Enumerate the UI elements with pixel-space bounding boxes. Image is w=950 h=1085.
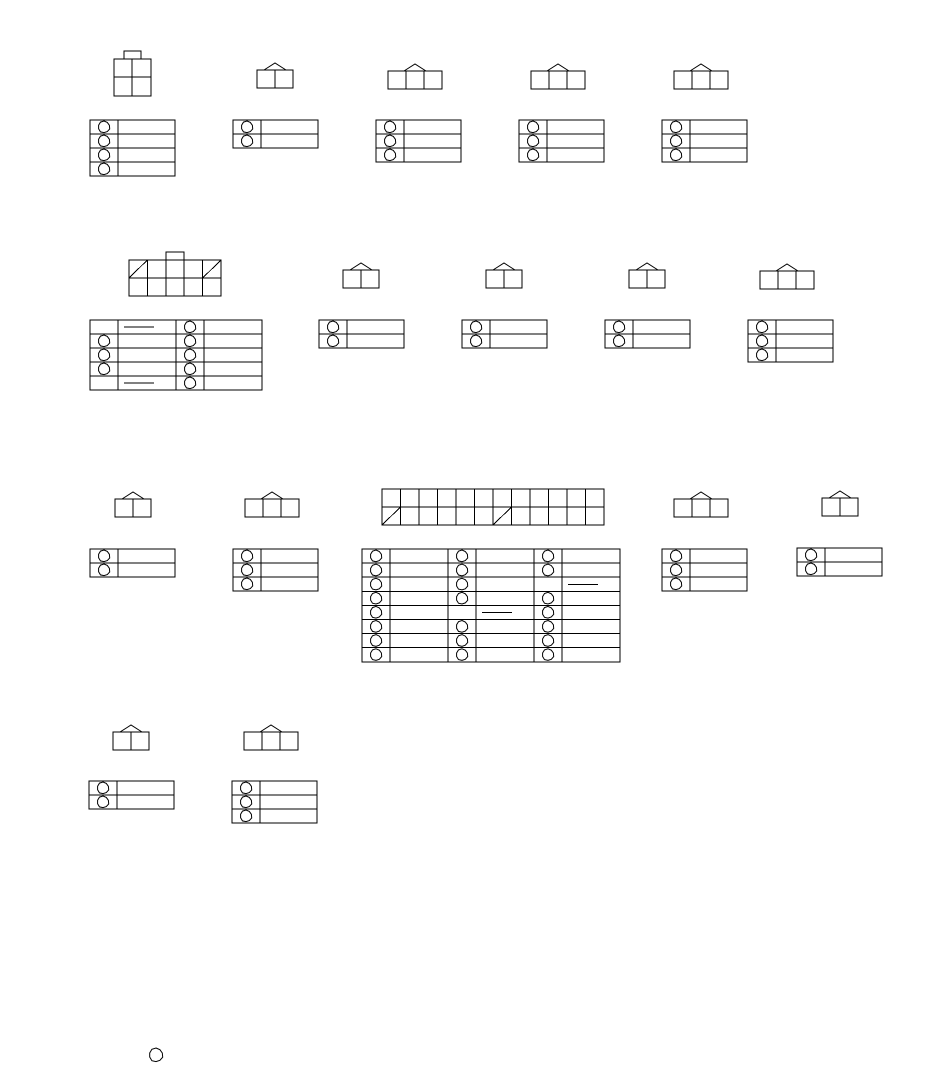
connector-face-C13 [382, 489, 604, 525]
connector-face-C3 [388, 64, 442, 89]
latch-icon [261, 492, 283, 499]
housing-outline [531, 71, 585, 89]
pin-table-C12 [233, 549, 318, 591]
pin-circle-icon [371, 649, 382, 661]
pin-table-C16 [89, 781, 174, 809]
pin-circle-icon [99, 121, 110, 133]
connector-faces [113, 51, 858, 750]
connector-face-C7 [343, 263, 379, 288]
pin-circle-icon [371, 606, 382, 618]
pin-circle-icon [457, 649, 468, 661]
connector-face-C4 [531, 64, 585, 89]
pin-circle-icon [241, 810, 252, 822]
pin-circle-icon [528, 121, 539, 133]
pin-circle-icon [99, 135, 110, 147]
connector-face-C5 [674, 64, 728, 89]
pin-circle-icon [371, 578, 382, 590]
pin-circle-icon [99, 550, 110, 562]
pin-circle-icon [457, 564, 468, 576]
blanked-cavity [493, 507, 512, 525]
connector-face-C1 [114, 51, 151, 96]
pin-circle-icon [99, 149, 110, 161]
pin-table-C7 [319, 320, 404, 348]
pin-table-C3 [376, 120, 461, 162]
pin-table-C15 [797, 548, 882, 576]
latch-icon [829, 491, 851, 498]
pin-circle-icon [385, 149, 396, 161]
pin-circle-icon [185, 349, 196, 361]
connector-face-C15 [822, 491, 858, 516]
pin-circle-icon [241, 782, 252, 794]
pin-circle-icon [371, 550, 382, 562]
pin-circle-icon [757, 321, 768, 333]
pin-table-C11 [90, 549, 175, 577]
latch-icon [690, 492, 712, 499]
connector-face-C17 [244, 725, 298, 750]
table-outline [519, 120, 604, 162]
latch-icon [166, 252, 184, 260]
blanked-cavity [129, 260, 147, 278]
pin-circle-icon [99, 363, 110, 375]
pin-circle-icon [328, 335, 339, 347]
connector-face-C2 [257, 63, 293, 88]
pin-table-C8 [462, 320, 547, 348]
pin-table-C6 [90, 320, 262, 390]
pin-circle-icon [457, 550, 468, 562]
housing-outline [245, 499, 299, 517]
housing-outline [674, 499, 728, 517]
pin-circle-icon [150, 1048, 163, 1062]
pin-table-C9 [605, 320, 690, 348]
pin-circle-icon [528, 135, 539, 147]
pin-circle-icon [241, 796, 252, 808]
pin-table-C4 [519, 120, 604, 162]
housing-outline [674, 71, 728, 89]
pin-circle-icon [242, 578, 253, 590]
blanked-cavity [382, 507, 401, 525]
pin-table-C10 [748, 320, 833, 362]
pin-circle-icon [543, 592, 554, 604]
latch-icon [260, 725, 282, 732]
pin-circle-icon [185, 377, 196, 389]
pin-circle-icon [457, 621, 468, 633]
pin-circle-icon [543, 606, 554, 618]
pin-circle-icon [371, 635, 382, 647]
pin-circle-icon [671, 135, 682, 147]
pin-table-C2 [233, 120, 318, 148]
legend [150, 1048, 163, 1062]
latch-icon [776, 264, 798, 271]
pin-circle-icon [543, 550, 554, 562]
pin-circle-icon [471, 321, 482, 333]
pin-circle-icon [242, 550, 253, 562]
pin-circle-icon [98, 782, 109, 794]
pin-circle-icon [543, 564, 554, 576]
pin-circle-icon [757, 349, 768, 361]
pin-circle-icon [371, 592, 382, 604]
latch-icon [122, 492, 144, 499]
pin-circle-icon [471, 335, 482, 347]
pin-tables [89, 120, 882, 823]
connector-face-C16 [113, 725, 149, 750]
latch-icon [493, 263, 515, 270]
pin-circle-icon [671, 564, 682, 576]
latch-icon [124, 51, 141, 59]
connector-face-C12 [245, 492, 299, 517]
connector-face-C8 [486, 263, 522, 288]
pin-circle-icon [99, 349, 110, 361]
pin-circle-icon [185, 321, 196, 333]
latch-icon [350, 263, 372, 270]
pin-circle-icon [457, 592, 468, 604]
pin-circle-icon [242, 135, 253, 147]
pin-circle-icon [528, 149, 539, 161]
pin-circle-icon [614, 335, 625, 347]
pin-circle-icon [185, 335, 196, 347]
pin-circle-icon [371, 564, 382, 576]
pin-table-C14 [662, 549, 747, 591]
latch-icon [120, 725, 142, 732]
connector-face-C11 [115, 492, 151, 517]
table-outline [662, 549, 747, 591]
pin-circle-icon [457, 578, 468, 590]
connector-face-C10 [760, 264, 814, 289]
pin-table-C13 [362, 549, 620, 662]
pin-circle-icon [242, 121, 253, 133]
pin-circle-icon [98, 796, 109, 808]
connector-face-C9 [629, 263, 665, 288]
table-outline [232, 781, 317, 823]
pin-circle-icon [671, 121, 682, 133]
pin-table-C5 [662, 120, 747, 162]
pin-circle-icon [671, 149, 682, 161]
pin-circle-icon [806, 549, 817, 561]
pin-circle-icon [614, 321, 625, 333]
table-outline [233, 549, 318, 591]
latch-icon [264, 63, 286, 70]
housing-outline [388, 71, 442, 89]
pin-circle-icon [671, 578, 682, 590]
pin-circle-icon [543, 649, 554, 661]
pin-circle-icon [185, 363, 196, 375]
pin-table-C1 [90, 120, 175, 176]
pin-circle-icon [242, 564, 253, 576]
pin-circle-icon [328, 321, 339, 333]
pin-table-C17 [232, 781, 317, 823]
blanked-cavity [203, 260, 221, 278]
pin-circle-icon [99, 564, 110, 576]
table-outline [662, 120, 747, 162]
pin-circle-icon [385, 121, 396, 133]
pin-circle-icon [543, 621, 554, 633]
pin-circle-icon [543, 635, 554, 647]
housing-outline [244, 732, 298, 750]
latch-icon [404, 64, 426, 71]
pin-circle-icon [806, 563, 817, 575]
pin-circle-icon [757, 335, 768, 347]
pin-circle-icon [99, 163, 110, 175]
latch-icon [636, 263, 658, 270]
table-outline [748, 320, 833, 362]
latch-icon [547, 64, 569, 71]
pin-circle-icon [671, 550, 682, 562]
connector-face-C6 [129, 252, 221, 296]
pin-circle-icon [99, 335, 110, 347]
connector-face-C14 [674, 492, 728, 517]
latch-icon [690, 64, 712, 71]
pin-circle-icon [371, 621, 382, 633]
table-outline [376, 120, 461, 162]
pin-circle-icon [385, 135, 396, 147]
housing-outline [760, 271, 814, 289]
pin-circle-icon [457, 635, 468, 647]
